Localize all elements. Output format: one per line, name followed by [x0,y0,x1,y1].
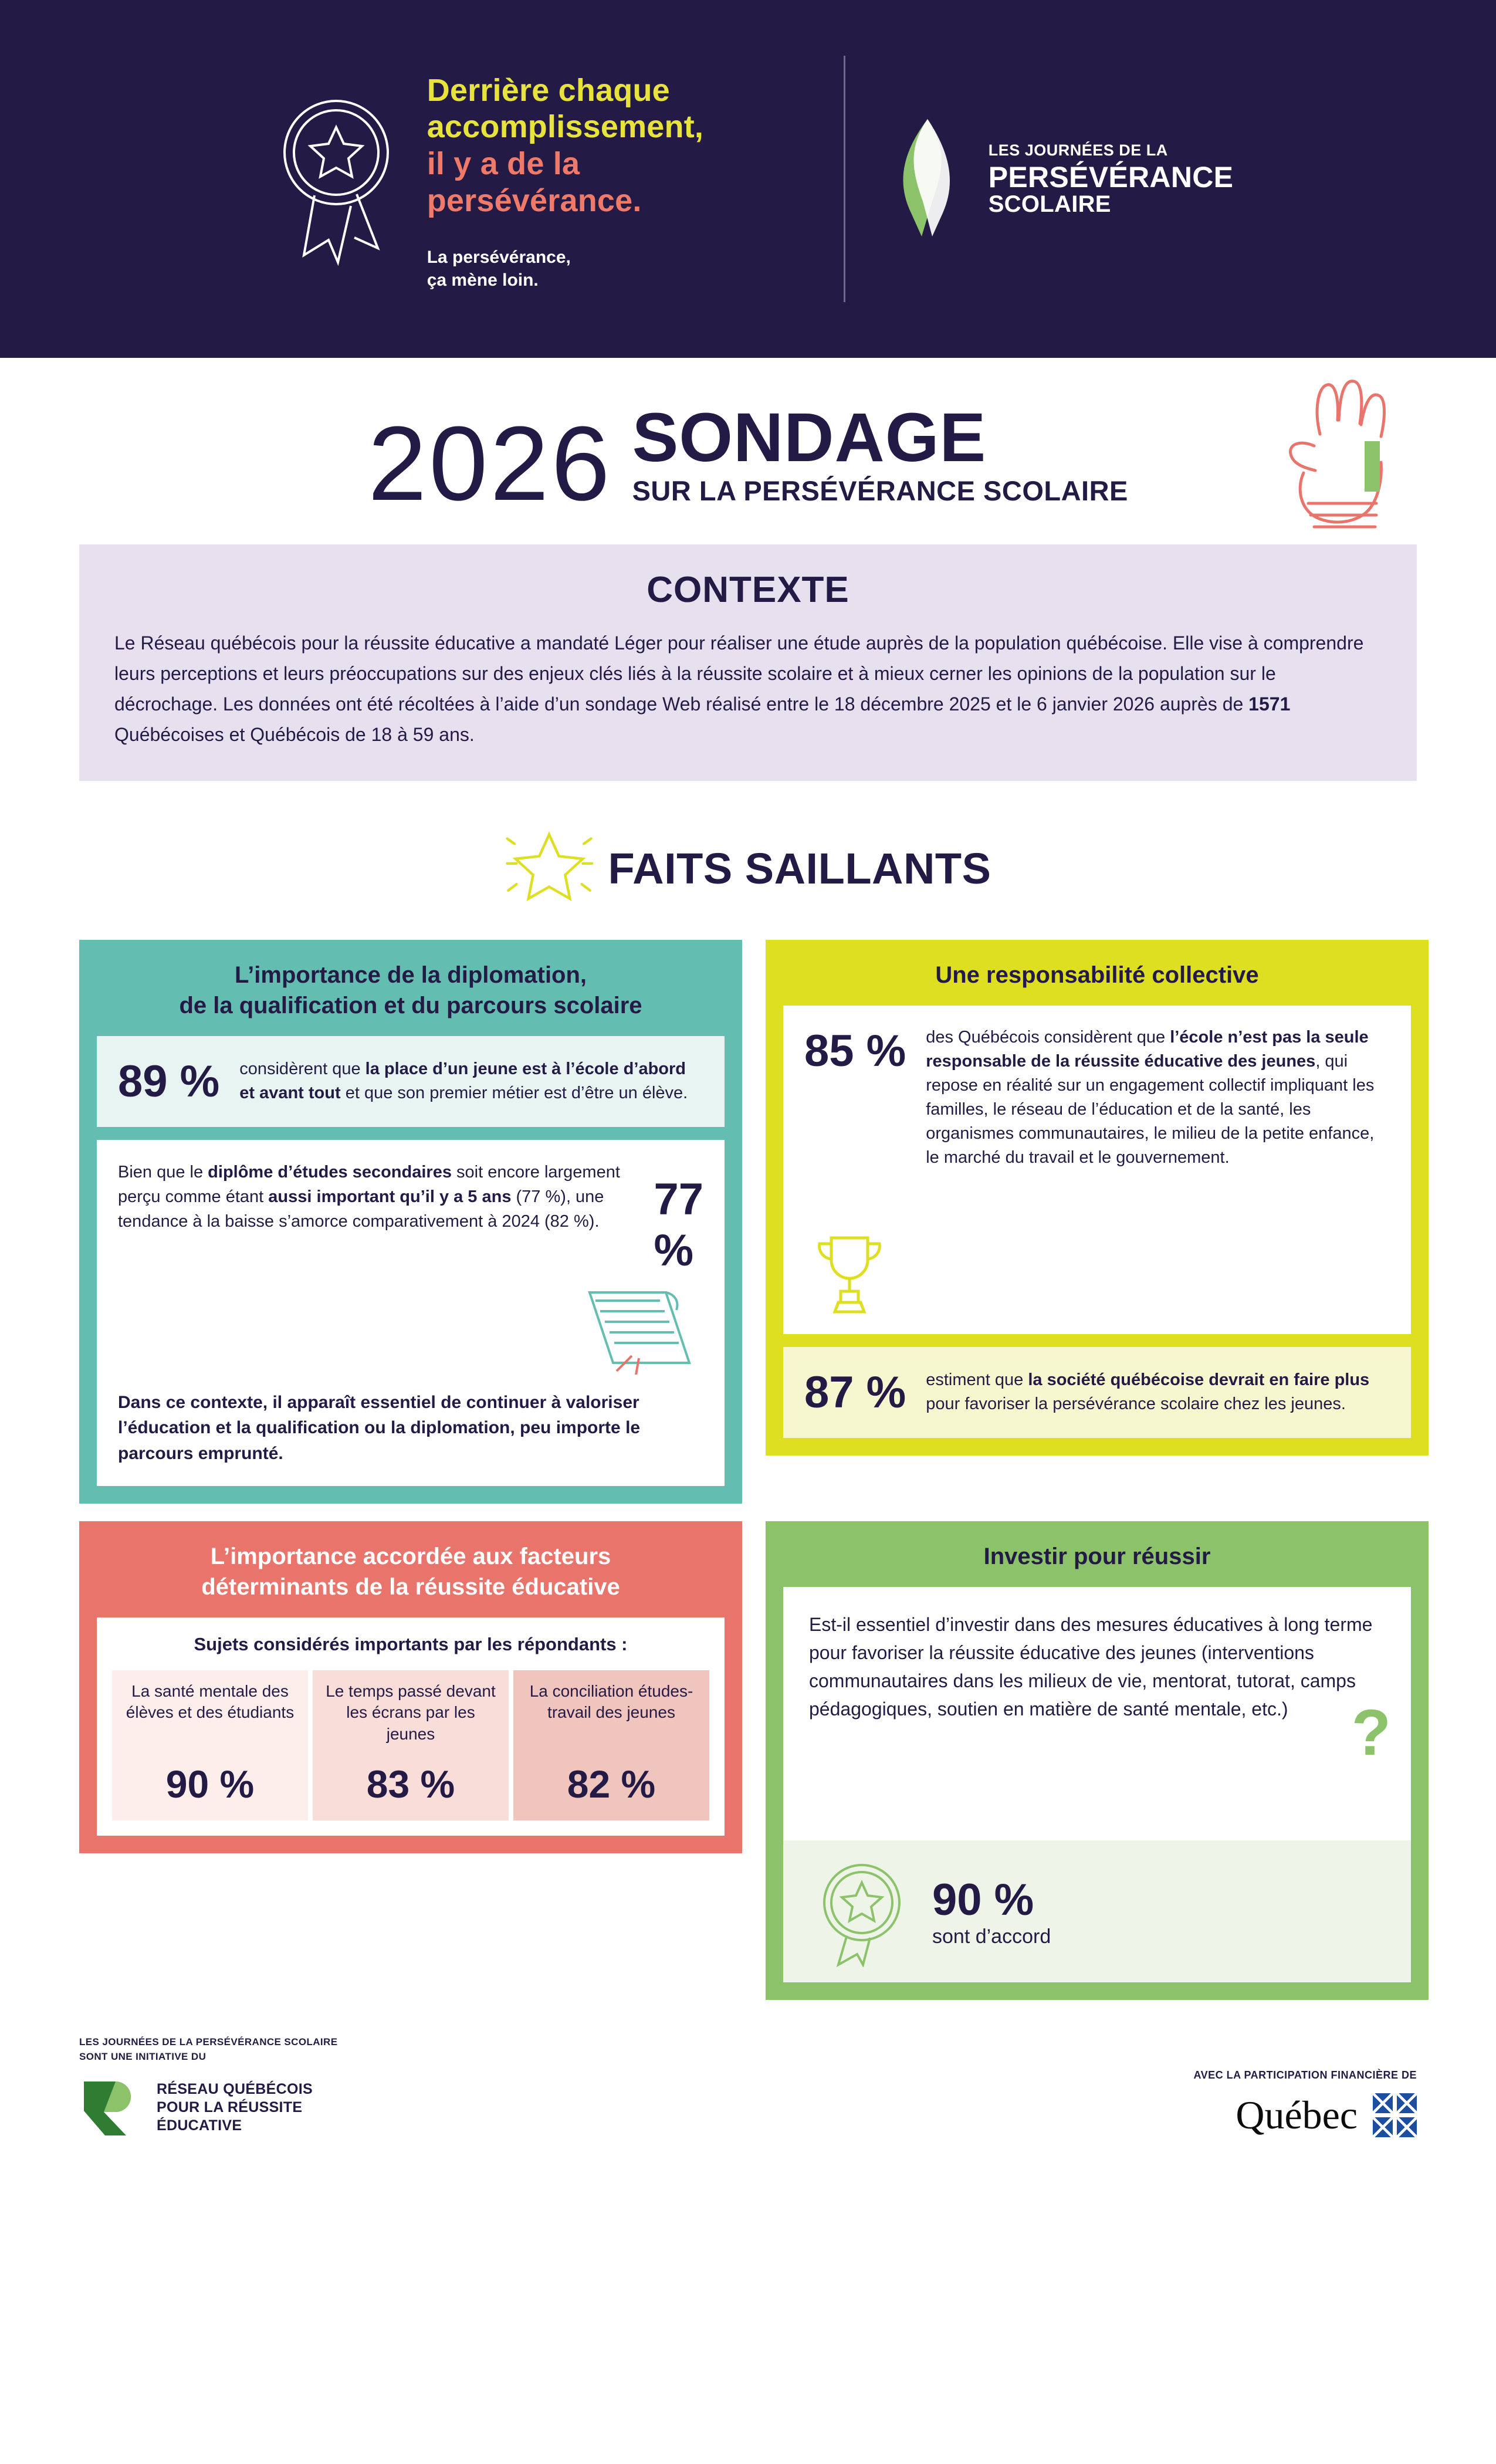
card-diplomation-title-2: de la qualification et du parcours scolaire [179,992,642,1018]
slogan-block [427,66,803,292]
facteur-value: 90 % [165,1762,255,1806]
stat-85-text-a: des Québécois considèrent que [926,1027,1170,1047]
facteurs-subtitle: Sujets considérés importants par les répondants : [194,1634,628,1655]
stat-77-text [118,1160,642,1234]
investir-question: Est-il essentiel d’investir dans des mesures éducatives à long terme pour favoriser la réussite éducative des jeunes (interventions communautaires dans les milieux de vie, mentorat, tutorat, camps pédagogiques, soutien en matière de santé mentale, etc.) [809,1614,1373,1720]
facteur-label: La conciliation études-travail des jeunes [529,1682,693,1722]
contexte-text-1: Le Réseau québécois pour la réussite éducative a mandaté Léger pour réaliser une étude auprès de la population québécoise. Elle vise à comprendre leurs perceptions et leurs préoccupations sur des enjeux clés liés à la réussite scolaire et à mieux cerner les opinions de la population sur le décrochage. Les données ont été récoltées à l’aide d’un sondage Web réalisé entre le 18 décembre 2025 et le 6 janvier 2026 auprès de [114,632,1364,715]
stat-89-panel [97,1036,725,1127]
stat-89-text-a: considèrent que [239,1059,365,1078]
stat-87-panel [783,1347,1411,1438]
header-banner [0,0,1496,358]
stat-89-text [239,1057,703,1105]
stat-85-value: 85 % [804,1025,906,1076]
jps-logo [886,113,1234,245]
stat-77-text-d: aussi important qu’il y a 5 ans [268,1187,512,1206]
jps-line-1: LES JOURNÉES DE LA [988,141,1168,159]
stat-87-text-b: la société québécoise devrait en faire plus [1028,1370,1370,1389]
stat-87-text-a: estiment que [926,1370,1028,1389]
stat-77-text-c: soit encore largement perçu comme étant [118,1162,620,1206]
slogan-line-2: accomplissement, [427,109,704,145]
star-icon [505,823,593,914]
investir-stat-strip [783,1840,1411,1982]
contexte-text-2: Québécoises et Québécois de 18 à 59 ans. [114,723,475,745]
stat-77-panel [97,1140,725,1384]
card-responsabilite [766,940,1429,1456]
card-investir-title: Investir pour réussir [983,1544,1211,1570]
slogan-sub-line-1: La persévérance, [427,248,571,268]
trophy-icon [805,1226,893,1320]
stat-85-text [926,1025,1390,1170]
stat-85-text-c: , qui repose en réalité sur un engagement collectif impliquant les familles, le réseau de l’éducation et de la santé, les organismes communautaires, le milieu de la petite enfance, le marché du travail et le gouvernement. [926,1051,1375,1167]
title-sub: SUR LA PERSÉVÉRANCE SCOLAIRE [632,475,1128,507]
diplomation-note [97,1384,725,1487]
slogan-sub-line-2: ça mène loin. [427,270,539,290]
diplomation-note-text: Dans ce contexte, il apparaît essentiel de continuer à valoriser l’éducation et la qualification ou la diplomation, peu importe le parcours emprunté. [118,1392,641,1463]
facteur-label: Le temps passé devant les écrans par les jeunes [326,1682,496,1743]
page-title [0,358,1496,529]
footer [0,2000,1496,2174]
rqre-mark-icon [79,2077,144,2138]
investir-question-panel [783,1587,1411,1840]
footer-left-note-1: LES JOURNÉES DE LA PERSÉVÉRANCE SCOLAIRE [79,2036,338,2048]
contexte-paragraph [114,628,1382,750]
card-facteurs-title-1: L’importance accordée aux facteurs [210,1544,611,1570]
slogan-line-3: il y a de la [427,146,580,181]
ribbon-icon [886,113,969,245]
footer-left-note-2: SONT UNE INITIATIVE DU [79,2050,207,2062]
facteur-value: 82 % [567,1762,656,1806]
rqre-line-2: POUR LA RÉUSSITE [157,2099,303,2116]
diploma-icon [578,1281,701,1375]
cards-grid [0,914,1496,2001]
slogan-line-4: persévérance. [427,182,642,218]
card-diplomation-title-1: L’importance de la diplomation, [234,962,587,988]
rqre-line-3: ÉDUCATIVE [157,2117,242,2134]
card-facteurs-title-2: déterminants de la réussite éducative [201,1574,620,1600]
stat-77-text-b: diplôme d’études secondaires [208,1162,452,1182]
hand-ok-icon [1250,364,1402,540]
stat-89-text-b: la place d’un jeune est à l’école d’abord et avant tout [239,1059,686,1103]
title-main: SONDAGE [632,399,987,476]
stat-87-value: 87 % [804,1367,906,1417]
footer-right-note: AVEC LA PARTICIPATION FINANCIÈRE DE [1193,2069,1417,2081]
jps-line-3: SCOLAIRE [988,191,1111,217]
facteurs-columns [112,1670,709,1820]
facteur-value: 83 % [366,1762,455,1806]
contexte-section [79,544,1417,780]
rosette-icon [809,1856,915,1967]
quebec-logo [1193,2092,1417,2138]
rqre-logo [79,2077,337,2138]
stat-85-text-b: l’école n’est pas la seule responsable de la réussite éducative des jeunes [926,1027,1369,1071]
stat-77-text-e: (77 %), une tendance à la baisse s’amorce comparativement à 2024 (82 %). [118,1187,604,1231]
quebec-wordmark: Québec [1236,2093,1358,2138]
stat-87-text [926,1368,1390,1416]
facteur-item [112,1670,308,1820]
faits-saillants-heading-row [0,823,1496,914]
stat-85-panel [783,1006,1411,1334]
investir-stat-sub: sont d’accord [932,1925,1051,1948]
stat-87-text-c: pour favoriser la persévérance scolaire chez les jeunes. [926,1395,1346,1414]
faits-saillants-heading: FAITS SAILLANTS [608,844,991,893]
title-year: 2026 [368,405,612,523]
question-mark-icon: ? [1351,1697,1391,1769]
card-responsabilite-title: Une responsabilité collective [935,962,1259,988]
card-facteurs [79,1521,742,1853]
jps-line-2: PERSÉVÉRANCE [988,160,1234,194]
card-investir [766,1521,1429,2000]
slogan-line-1: Derrière chaque [427,72,670,108]
rqre-line-1: RÉSEAU QUÉBÉCOIS [157,2080,313,2097]
facteur-label: La santé mentale des élèves et des étudiants [126,1682,295,1722]
stat-89-text-c: et que son premier métier est d’être un élève. [340,1084,688,1103]
quebec-flag-icon [1373,2093,1417,2137]
stat-77-value: 77 % [654,1174,703,1275]
stat-77-text-a: Bien que le [118,1162,208,1182]
facteur-item [313,1670,509,1820]
header-divider [844,56,845,302]
facteur-item [513,1670,709,1820]
medal-icon [263,91,409,267]
stat-89-value: 89 % [118,1056,220,1106]
contexte-count: 1571 [1248,693,1291,715]
investir-stat-value: 90 % [932,1875,1034,1925]
card-diplomation [79,940,742,1504]
contexte-heading: CONTEXTE [647,570,849,611]
